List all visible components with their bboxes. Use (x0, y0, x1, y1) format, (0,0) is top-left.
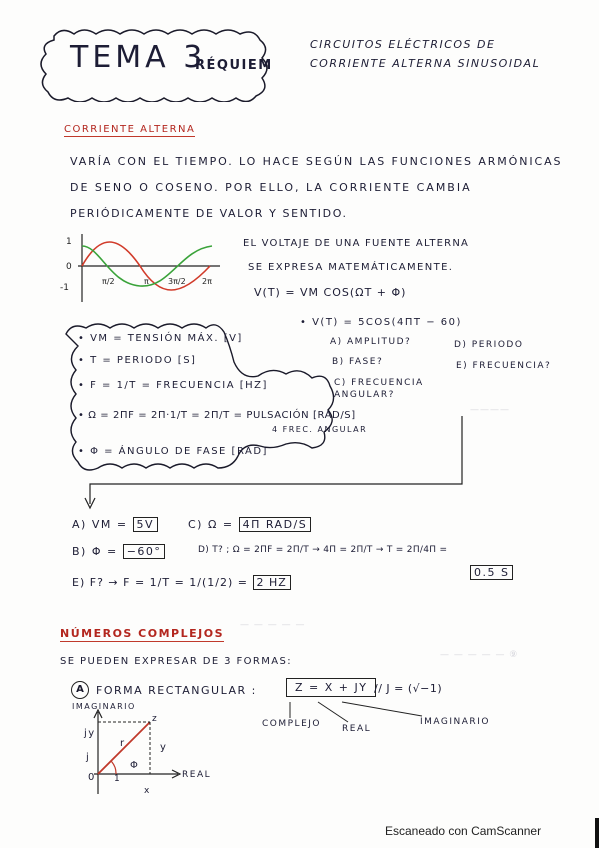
graph-x-label-pi: π (144, 277, 149, 286)
form-a-name: FORMA RECTANGULAR : (96, 684, 257, 697)
exercise-question-e: E) FRECUENCIA? (456, 361, 552, 371)
answer-e: E) F? → F = 1/T = 1/(1/2) = 2 HZ (72, 576, 291, 589)
answer-c-value: 4Π RAD/S (239, 517, 312, 532)
definition-frec-angular: 4 FREC. ANGULAR (272, 425, 368, 434)
page-edge-shadow (595, 818, 599, 848)
bleed-through-mark: — — — — — ⑨ (440, 650, 519, 660)
answer-a: A) VM = 5V (72, 518, 158, 531)
graph-y-label-neg1: -1 (60, 283, 69, 293)
y-component-label: y (160, 742, 168, 753)
answer-c: C) Ω = 4Π RAD/S (188, 518, 311, 531)
section-heading-alterna: CORRIENTE ALTERNA (64, 124, 196, 135)
page-title: TEMA 3 (70, 40, 207, 75)
definition-fase: • Φ = ÁNGULO DE FASE [RAD] (78, 446, 268, 457)
exercise-statement: • V(T) = 5COS(4ΠT − 60) (300, 317, 462, 328)
complex-plane-diagram (68, 702, 218, 802)
jy-label: jy (84, 728, 96, 739)
intro-line3: PERIÓDICAMENTE DE VALOR Y SENTIDO. (70, 207, 348, 220)
graph-y-label-1: 1 (66, 237, 72, 247)
exercise-question-c: C) FRECUENCIA ANGULAR? (334, 378, 424, 400)
label-complejo: COMPLEJO (262, 719, 321, 729)
exercise-question-a: A) AMPLITUD? (330, 337, 412, 347)
answer-arrow (82, 412, 472, 512)
subtitle-line1: CIRCUITOS ELÉCTRICOS DE (310, 38, 496, 51)
intro-line1: VARÍA CON EL TIEMPO. LO HACE SEGÚN LAS FUNCIONES ARMÓNICAS (70, 155, 563, 168)
bleed-through-mark: ———— (470, 405, 510, 415)
label-imaginario: IMAGINARIO (420, 717, 490, 727)
answer-b-value: −60° (123, 544, 166, 559)
modulus-r-label: r (120, 738, 126, 749)
form-a-circle: A (71, 681, 89, 699)
definition-frecuencia: • F = 1/T = FRECUENCIA [HZ] (78, 380, 268, 391)
answer-e-value: 2 HZ (253, 575, 291, 590)
one-label: 1 (114, 774, 122, 784)
exercise-question-b: B) FASE? (332, 357, 384, 367)
definition-periodo: • T = PERIODO [S] (78, 355, 197, 366)
voltage-line2: SE EXPRESA MATEMÁTICAMENTE. (248, 262, 454, 273)
graph-y-label-0: 0 (66, 262, 72, 272)
form-a-j-definition: // J = (√−1) (374, 682, 443, 695)
subtitle-line2: CORRIENTE ALTERNA SINUSOIDAL (310, 57, 541, 70)
section-heading-complejos: NÚMEROS COMPLEJOS (60, 627, 224, 640)
definition-pulsacion: • Ω = 2ΠF = 2Π·1/T = 2Π/T = PULSACIÓN [RAD/S] (78, 410, 356, 421)
bleed-through-mark: — — — — — (240, 620, 306, 630)
form-a-expression: Z = X + JY (286, 678, 376, 697)
voltage-line1: EL VOLTAJE DE UNA FUENTE ALTERNA (243, 238, 470, 249)
title-tag: RÉQUIEM (195, 58, 273, 73)
definition-vm: • VM = TENSIÓN MÁX. [V] (78, 333, 243, 344)
answer-a-value: 5V (133, 517, 159, 532)
x-component-label: x (144, 786, 151, 796)
unit-j-label: j (86, 752, 91, 763)
voltage-formula: V(T) = VM COS(ΩT + Φ) (254, 286, 407, 299)
answer-d-text: D) T? ; Ω = 2ΠF = 2Π/T → 4Π = 2Π/T → T = 2Π/4Π = (198, 545, 448, 555)
origin-label: 0 (88, 772, 96, 783)
graph-x-label-2pi: 2π (202, 277, 212, 286)
answer-b: B) Φ = −60° (72, 545, 165, 558)
angle-phi-label: Φ (130, 760, 140, 771)
scanner-watermark: Escaneado con CamScanner (385, 824, 542, 838)
point-z-label: z (152, 714, 159, 724)
graph-x-label-pi2: π/2 (102, 277, 115, 286)
label-real: REAL (342, 724, 372, 734)
graph-x-label-3pi2: 3π/2 (168, 277, 186, 286)
axis-imaginario-label: IMAGINARIO (72, 702, 136, 711)
exercise-question-d: D) PERIODO (454, 340, 524, 350)
complejos-intro: SE PUEDEN EXPRESAR DE 3 FORMAS: (60, 656, 293, 667)
sine-cosine-graph (60, 232, 230, 304)
axis-real-label: REAL (182, 770, 212, 780)
answer-d-value: 0.5 S (470, 566, 513, 579)
intro-line2: DE SENO O COSENO. POR ELLO, LA CORRIENTE CAMBIA (70, 181, 472, 194)
